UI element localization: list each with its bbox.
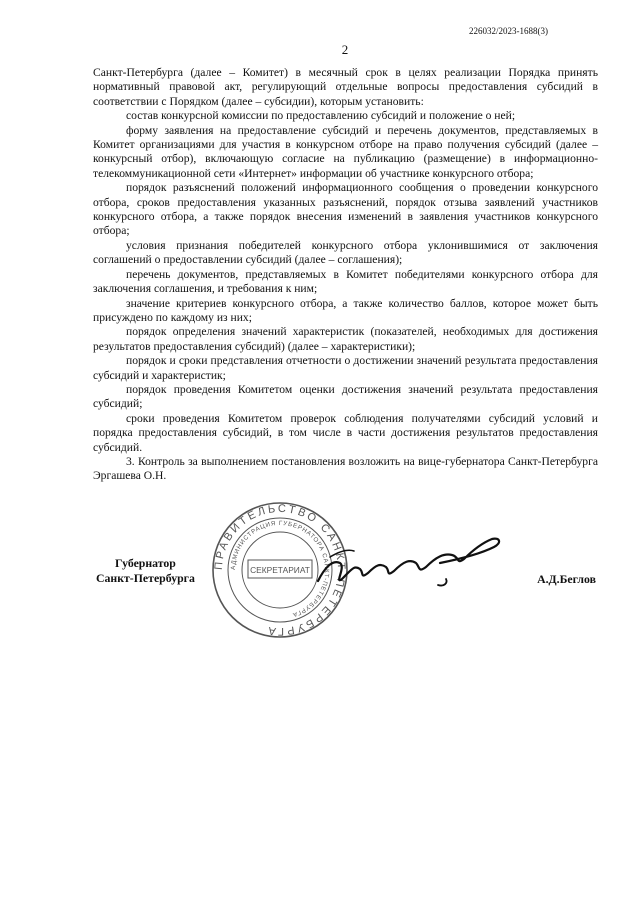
- page-number: 2: [341, 42, 349, 57]
- signatory-name: А.Д.Беглов: [537, 572, 596, 586]
- signatory-title-line1: Губернатор: [115, 556, 176, 570]
- seal-inner-text: АДМИНИСТРАЦИЯ ГУБЕРНАТОРА САНКТ-ПЕТЕРБУРГА: [229, 519, 331, 619]
- paragraph: состав конкурсной комиссии по предоставлению субсидий и положение о ней;: [126, 109, 516, 123]
- document-body: [93, 66, 598, 484]
- signatory-title-line2: Санкт-Петербурга: [96, 571, 195, 585]
- handwritten-signature: [310, 529, 510, 599]
- paragraph: сроки проведения Комитетом проверок соблюдения получателями субсидий условий и порядка предоставления субсидий, в том числе в части достижения результатов предоставления субсидий.: [93, 411, 598, 454]
- signatory-title: [96, 556, 195, 586]
- paragraph: значение критериев конкурсного отбора, а также количество баллов, которое может быть присуждено по каждому из них;: [93, 296, 598, 324]
- paragraph: условия признания победителей конкурсного отбора уклонившимися от заключения соглашений о предоставлении субсидий (далее – соглашения);: [93, 238, 598, 267]
- paragraph: порядок разъяснений положений информационного сообщения о проведении конкурсного отбора, сроков предоставления указанных разъяснений, порядок отзыва заявлений участников конкурсного отбора, а также порядок внесения изменений в заявления участников конкурсного отбора;: [93, 181, 598, 238]
- seal-outer-text: ПРАВИТЕЛЬСТВО САНКТ-ПЕТЕРБУРГА: [212, 502, 348, 638]
- document-id: 226032/2023-1688(3): [469, 26, 548, 36]
- paragraph: порядок и сроки представления отчетности о достижении значений результата предоставления субсидий и характеристик;: [93, 354, 598, 382]
- paragraph: перечень документов, представляемых в Комитет победителями конкурсного отбора для заключения соглашения, и требования к ним;: [93, 267, 598, 296]
- paragraph: 3. Контроль за выполнением постановления возложить на вице-губернатора Санкт-Петербурга Эргашева О.Н.: [93, 454, 598, 483]
- paragraph: порядок проведения Комитетом оценки достижения значений результата предоставления субсидий;: [93, 382, 598, 411]
- paragraph: порядок определения значений характеристик (показателей, необходимых для достижения результатов предоставления субсидий) (далее – характеристики);: [93, 325, 598, 353]
- paragraph: Санкт-Петербурга (далее – Комитет) в месячный срок в целях реализации Порядка принять нормативный правовой акт, регулирующий отдельные вопросы предоставления субсидий в соответствии с Порядком (далее – субсидии), которым установить:: [93, 66, 598, 108]
- paragraph: форму заявления на предоставление субсидий и перечень документов, представляемых в Комитет организациями для участия в конкурсном отборе на право получения субсидий (далее – конкурсный отбор), включающую согласие на публикацию (размещение) в информационно-телекоммуникационной сети «Интернет» информации об участнике конкурсного отбора;: [93, 123, 598, 180]
- signature-block: [0, 553, 640, 633]
- seal-center-text: СЕКРЕТАРИАТ: [250, 565, 310, 575]
